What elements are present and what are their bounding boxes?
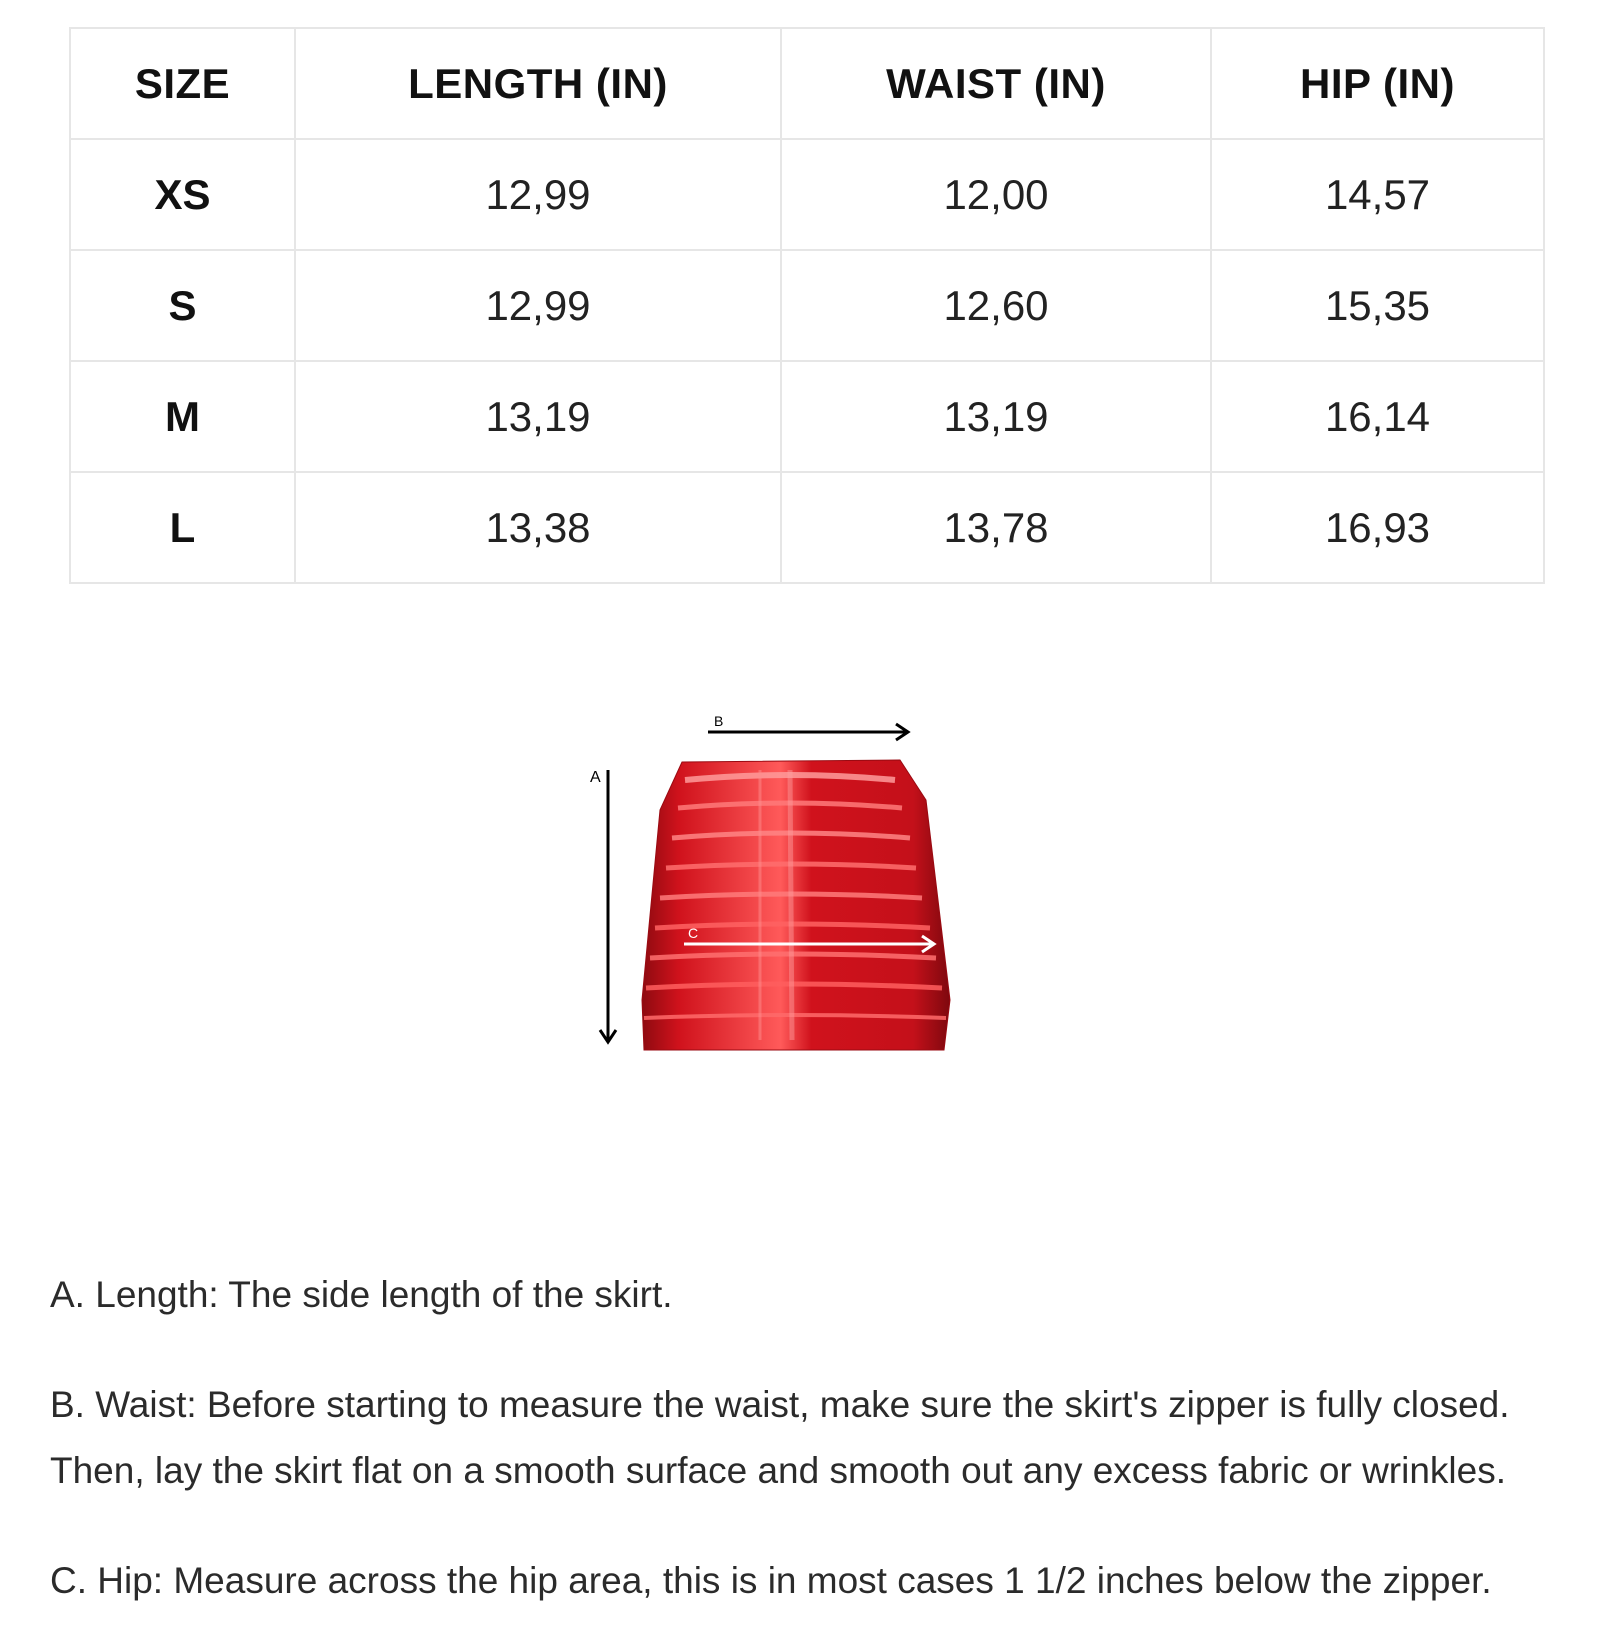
hip-cell: 16,14 [1211,361,1544,472]
header-waist: WAIST (IN) [781,28,1211,139]
length-cell: 13,38 [295,472,781,583]
length-cell: 12,99 [295,250,781,361]
table-row [70,139,1544,250]
waist-cell: 13,19 [781,361,1211,472]
size-cell: XS [70,139,295,250]
label-c: C [688,925,699,941]
table-row [70,361,1544,472]
header-hip: HIP (IN) [1211,28,1544,139]
skirt-diagram-svg [560,700,1020,1070]
waist-cell: 13,78 [781,472,1211,583]
waist-cell: 12,60 [781,250,1211,361]
waist-cell: 12,00 [781,139,1211,250]
hip-cell: 15,35 [1211,250,1544,361]
note-hip: C. Hip: Measure across the hip area, this is in most cases 1 1/2 inches below the zipper. [50,1560,1492,1601]
size-cell: L [70,472,295,583]
label-b: B [714,713,724,729]
size-cell: M [70,361,295,472]
label-a: A [590,769,601,786]
table-row [70,250,1544,361]
size-chart-table [69,27,1545,584]
length-cell: 13,19 [295,361,781,472]
hip-cell: 16,93 [1211,472,1544,583]
note-length: A. Length: The side length of the skirt. [50,1274,673,1315]
table-header-row [70,28,1544,139]
note-waist: B. Waist: Before starting to measure the waist, make sure the skirt's zipper is fully closed. Then, lay the skirt flat on a smooth surface and smooth out any excess fabric or wrinkles. [50,1384,1510,1491]
hip-cell: 14,57 [1211,139,1544,250]
header-size: SIZE [70,28,295,139]
skirt-measurement-diagram [560,700,1020,1070]
header-length: LENGTH (IN) [295,28,781,139]
table-row [70,472,1544,583]
length-cell: 12,99 [295,139,781,250]
size-cell: S [70,250,295,361]
